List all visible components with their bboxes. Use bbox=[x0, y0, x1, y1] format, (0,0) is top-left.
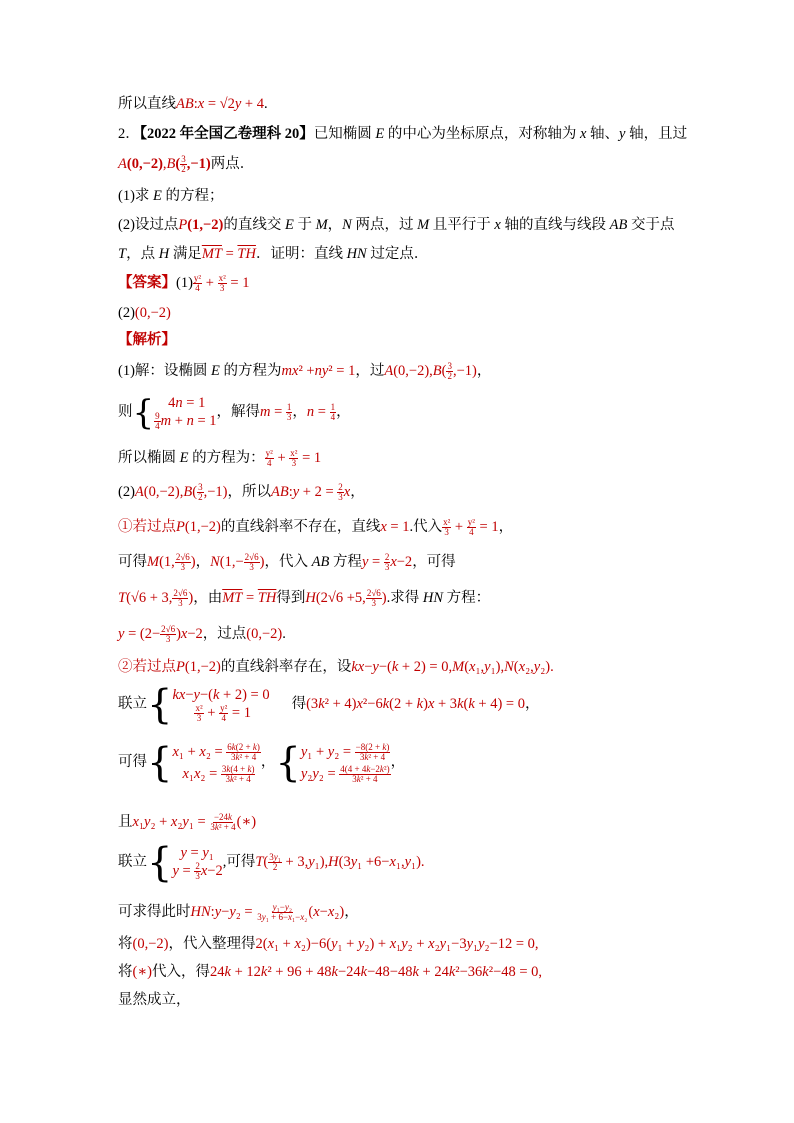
solution-step-15: 将(0,−2)，代入整理得2(x₁ + x₂)−6(y₁ + y₂) + x₁y₂ + x₂y₁−3y₁y₂−12 = 0, bbox=[118, 936, 539, 952]
solution-label: 【解析】 bbox=[118, 332, 176, 348]
solution-step-11: 可得 { x₁ + x₂ = $\frac{6k(2 + k)}{\text{3k² + 4}}$ x₁x₂ = $\frac{3k(4 + k)}{\text{3k² + 4}}$ ， { y₁ + y₂ = $\frac{-8(2 + k)}{\text{3k² + 4}}$ y₂y₂ = $\frac{\text{4(4 + 4k−2k²)}}{\text{3k² + 4}}$ ， bbox=[118, 739, 406, 786]
solution-step-10: 联立 { kx−y−(k + 2) = 0 $\frac{\text{x²}}{3}$ + $\frac{\text{y²}}{4}$ = 1 得(3k² + 4)x²−6k(2 + k)x + 3k(k + 4) = 0， bbox=[118, 681, 540, 728]
solution-step-5: ①若过点P(1,−2)的直线斜率不存在，直线x = 1.代入 $\frac{\text{x²}}{3}$ + $\frac{\text{y²}}{4}$ = 1， bbox=[118, 517, 514, 538]
question-points: A(0,−2),B( $\frac{3}{2}$ ,−1)两点． bbox=[118, 154, 255, 175]
solution-step-9: ②若过点P(1,−2)的直线斜率存在，设kx−y−(k + 2) = 0,M(x₁,y₁),N(x₂,y₂). bbox=[118, 659, 554, 675]
question-part-2b: T，点 H 满足$\overline{MT} = \overline{TH}$．证明：直线 HN 过定点． bbox=[118, 246, 429, 262]
solution-step-8: y = (2− $\frac{2√6}{3}$ )x−2，过点(0,−2). bbox=[118, 624, 286, 645]
solution-step-6: 可得M(1, $\frac{2√6}{3}$ )，N(1,− $\frac{2√6}{3}$ )，代入 AB 方程y = $\frac{2}{3}$ x−2，可得 bbox=[118, 552, 456, 573]
solution-step-17: 显然成立， bbox=[118, 992, 191, 1008]
solution-step-1: (1)解：设椭圆 E 的方程为mx² +ny² = 1，过A(0,−2),B( $\frac{3}{2}$ ,−1)， bbox=[118, 361, 492, 382]
solution-step-16: 将(∗)代入，得24k + 12k² + 96 + 48k−24k−48−48k + 24k²−36k²−48 = 0, bbox=[118, 964, 543, 980]
answer-line-2: (2)(0,−2) bbox=[118, 305, 171, 321]
question-number: 2． bbox=[118, 126, 140, 142]
solution-step-12: 且x₁y₂ + x₂y₁ = $\frac{-24k}{\text{3k² + 4}}$ (∗) bbox=[118, 812, 257, 833]
answer-line-1: 【答案】(1) $\frac{\text{y²}}{4}$ + $\frac{\text{x²}}{3}$ = 1 bbox=[118, 273, 250, 294]
prev-line-ab: 所以直线AB:x = √2y + 4. bbox=[118, 96, 268, 112]
question-part-1: (1)求 E 的方程； bbox=[118, 188, 224, 204]
solution-step-4: (2)A(0,−2),B( $\frac{3}{2}$ ,−1)，所以AB:y + 2 = $\frac{2}{3}$ x， bbox=[118, 482, 365, 503]
solution-step-14: 可求得此时HN:y−y₂ = $\frac{\text{y₁−y₂}}{\text{3y₁ + 6−x₁−x₂}}$ (x−x₂)， bbox=[118, 902, 359, 923]
solution-step-13: 联立 { y = y₁ y = $\frac{2}{3}$ x−2 ,可得T( $\frac{\text{3y₁}}{2}$ + 3,y₁),H(3y₁ +6−x₁,y₁). bbox=[118, 839, 425, 886]
solution-step-2: 则 { 4n = 1 $\frac{9}{4}$ m + n = 1 ，解得m = $\frac{1}{3}$ ，n = $\frac{1}{4}$ ， bbox=[118, 392, 351, 433]
question-stem: 2．【2022 年全国乙卷理科 20】已知椭圆 E 的中心为坐标原点，对称轴为 x 轴、y 轴，且过 bbox=[118, 126, 688, 142]
question-source: 【2022 年全国乙卷理科 20】 bbox=[139, 126, 314, 142]
question-part-2a: (2)设过点P(1,−2)的直线交 E 于 M，N 两点，过 M 且平行于 x 轴的直线与线段 AB 交于点 bbox=[118, 217, 675, 233]
solution-step-3: 所以椭圆 E 的方程为： $\frac{\text{y²}}{4}$ + $\frac{\text{x²}}{3}$ = 1 bbox=[118, 448, 322, 469]
answer-label: 【答案】 bbox=[118, 275, 176, 291]
solution-step-7: T(√6 + 3, $\frac{2√6}{3}$ )，由$\overline{MT} = \overline{TH}$得到H(2√6 +5, $\frac{2√6}{3}$ ).求得 HN 方程： bbox=[118, 588, 491, 609]
